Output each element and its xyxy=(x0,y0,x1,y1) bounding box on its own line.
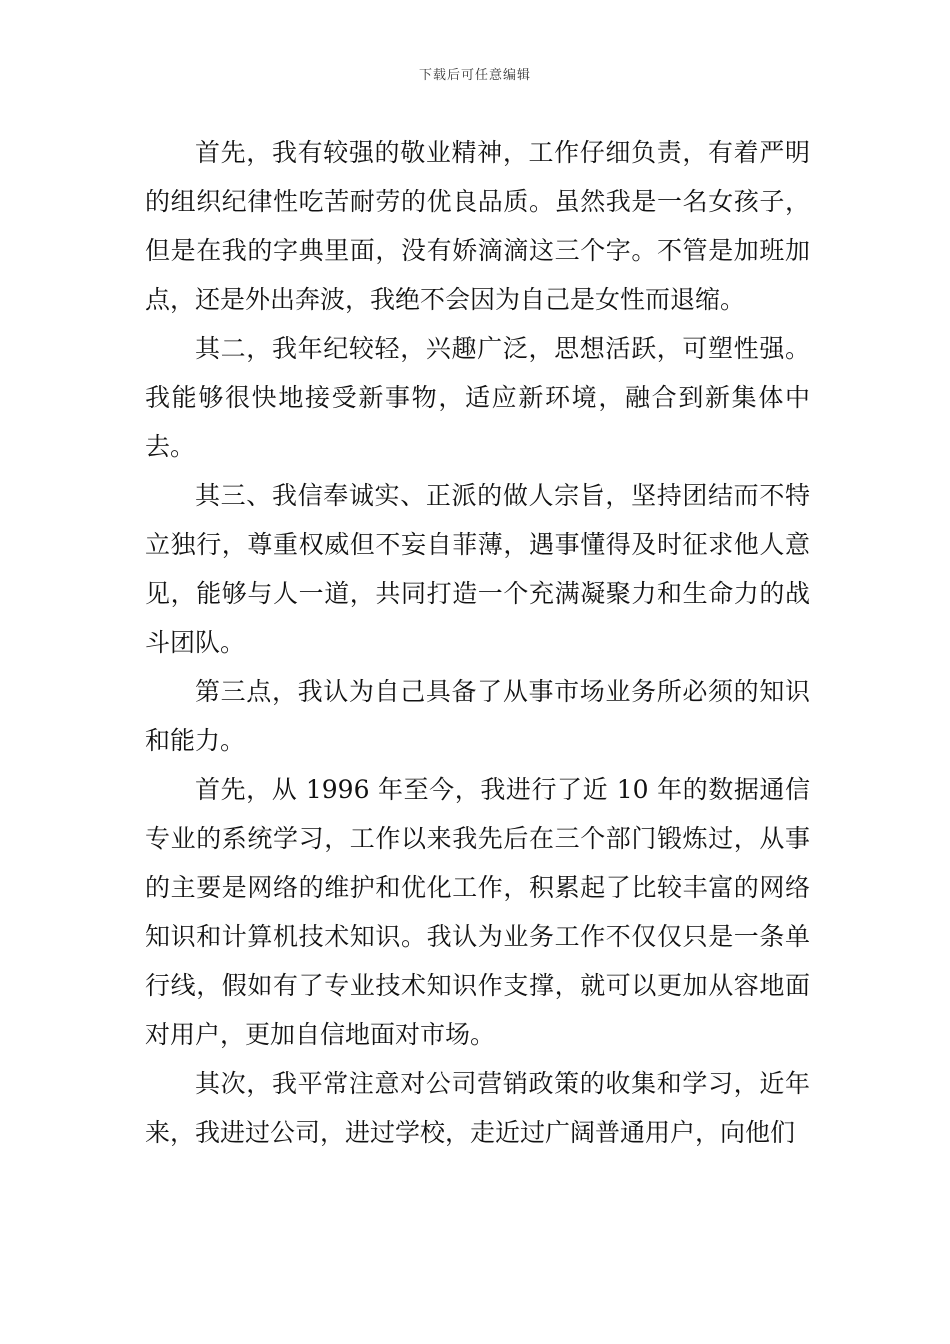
paragraph-3: 其三、我信奉诚实、正派的做人宗旨，坚持团结而不特立独行，尊重权威但不妄自菲薄，遇事懂得及时征求他人意见，能够与人一道，共同打造一个充满凝聚力和生命力的战斗团队。 xyxy=(145,481,810,657)
paragraph-5: 首先，从 1996 年至今，我进行了近 10 年的数据通信专业的系统学习，工作以来我先后在三个部门锻炼过，从事的主要是网络的维护和优化工作，积累起了比较丰富的网络知识和计算机技术知识。我认为业务工作不仅仅只是一条单行线，假如有了专业技术知识作支撑，就可以更加从容地面对用户，更加自信地面对市场。 xyxy=(145,775,810,1049)
paragraph-1: 首先，我有较强的敬业精神，工作仔细负责，有着严明的组织纪律性吃苦耐劳的优良品质。虽然我是一名女孩子，但是在我的字典里面，没有娇滴滴这三个字。不管是加班加点，还是外出奔波，我绝不会因为自己是女性而退缩。 xyxy=(145,138,810,314)
document-body xyxy=(145,128,810,1157)
page-header: 下载后可任意编辑 xyxy=(418,68,531,83)
paragraph-4: 第三点，我认为自己具备了从事市场业务所必须的知识和能力。 xyxy=(145,677,810,755)
paragraph-6: 其次，我平常注意对公司营销政策的收集和学习，近年来，我进过公司，进过学校，走近过广阔普通用户，向他们 xyxy=(145,1069,810,1147)
paragraph-2: 其二，我年纪较轻，兴趣广泛，思想活跃，可塑性强。我能够很快地接受新事物，适应新环境，融合到新集体中去。 xyxy=(145,334,810,461)
